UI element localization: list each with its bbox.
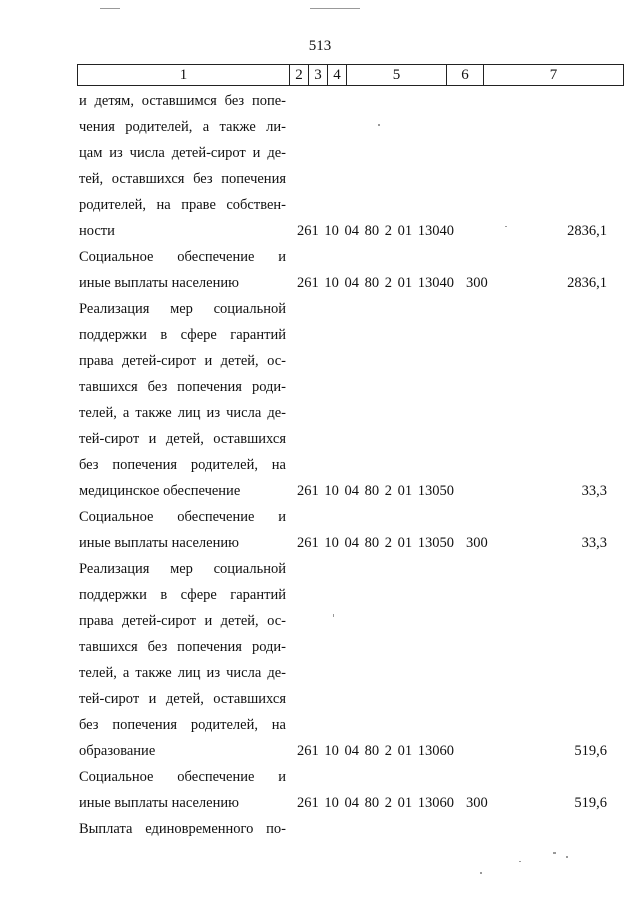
row-description: без попечения родителей, на [79, 717, 286, 733]
scan-speck [553, 852, 556, 854]
table-row [0, 322, 640, 348]
row-description: Социальное обеспечение и [79, 249, 286, 265]
row-description: цам из числа детей-сирот и де- [79, 145, 286, 161]
column-header-2: 2 [290, 65, 309, 86]
table-row [0, 192, 640, 218]
table-row [0, 166, 640, 192]
table-row [0, 478, 640, 504]
table-row [0, 348, 640, 374]
column-header-6: 6 [447, 65, 484, 86]
row-description: без попечения родителей, на [79, 457, 286, 473]
row-description: тей, оставшихся без попечения [79, 171, 286, 187]
table-row [0, 114, 640, 140]
row-budget-code: 261 10 04 80 2 01 13060 [297, 795, 454, 811]
row-description: чения родителей, а также ли- [79, 119, 286, 135]
row-description: Реализация мер социальной [79, 301, 286, 317]
row-amount: 33,3 [581, 535, 607, 551]
row-description: тей-сирот и детей, оставшихся [79, 691, 286, 707]
scan-speck [378, 124, 380, 126]
row-description: Выплата единовременного по- [79, 821, 286, 837]
row-description: образование [79, 743, 156, 759]
scan-speck [100, 8, 120, 9]
row-amount: 2836,1 [567, 275, 607, 291]
table-row [0, 764, 640, 790]
row-description: ности [79, 223, 115, 239]
table-row [0, 270, 640, 296]
row-description: и детям, оставшимся без попе- [79, 93, 286, 109]
table-row [0, 244, 640, 270]
column-header-5: 5 [347, 65, 447, 86]
row-description: иные выплаты населению [79, 275, 239, 291]
table-row [0, 634, 640, 660]
row-description: права детей-сирот и детей, ос- [79, 613, 286, 629]
column-header-table [77, 64, 624, 86]
table-row [0, 790, 640, 816]
row-description: телей, а также лиц из числа де- [79, 405, 286, 421]
row-description: тавшихся без попечения роди- [79, 639, 286, 655]
table-row [0, 426, 640, 452]
column-header-7: 7 [484, 65, 624, 86]
scan-speck [519, 861, 521, 862]
row-description: медицинское обеспечение [79, 483, 241, 499]
row-expense-type: 300 [466, 535, 488, 551]
table-row [0, 452, 640, 478]
page-number: 513 [308, 38, 332, 54]
row-amount: 2836,1 [567, 223, 607, 239]
table-row [0, 556, 640, 582]
row-description: тей-сирот и детей, оставшихся [79, 431, 286, 447]
scan-speck [480, 872, 482, 874]
row-description: Социальное обеспечение и [79, 509, 286, 525]
table-row [0, 400, 640, 426]
table-row [0, 530, 640, 556]
budget-rows [0, 88, 640, 842]
row-description: телей, а также лиц из числа де- [79, 665, 286, 681]
row-description: Социальное обеспечение и [79, 769, 286, 785]
column-header-row [78, 65, 624, 86]
table-row [0, 504, 640, 530]
table-row [0, 738, 640, 764]
row-description: родителей, на праве собствен- [79, 197, 286, 213]
row-description: Реализация мер социальной [79, 561, 286, 577]
table-row [0, 88, 640, 114]
table-row [0, 296, 640, 322]
row-description: права детей-сирот и детей, ос- [79, 353, 286, 369]
row-description: поддержки в сфере гарантий [79, 587, 286, 603]
column-header-1: 1 [78, 65, 290, 86]
scan-speck [333, 614, 334, 617]
row-description: иные выплаты населению [79, 795, 239, 811]
column-header-3: 3 [309, 65, 328, 86]
table-row [0, 660, 640, 686]
scan-speck [310, 8, 360, 9]
scan-speck [505, 226, 507, 227]
table-row [0, 582, 640, 608]
row-expense-type: 300 [466, 275, 488, 291]
table-row [0, 816, 640, 842]
table-row [0, 712, 640, 738]
row-budget-code: 261 10 04 80 2 01 13050 [297, 535, 454, 551]
row-description: иные выплаты населению [79, 535, 239, 551]
table-row [0, 218, 640, 244]
row-amount: 519,6 [574, 795, 607, 811]
row-budget-code: 261 10 04 80 2 01 13060 [297, 743, 454, 759]
scan-speck [566, 856, 568, 858]
row-amount: 33,3 [581, 483, 607, 499]
row-budget-code: 261 10 04 80 2 01 13040 [297, 275, 454, 291]
row-expense-type: 300 [466, 795, 488, 811]
row-budget-code: 261 10 04 80 2 01 13050 [297, 483, 454, 499]
table-row [0, 374, 640, 400]
table-row [0, 608, 640, 634]
row-amount: 519,6 [574, 743, 607, 759]
row-description: тавшихся без попечения роди- [79, 379, 286, 395]
table-row [0, 140, 640, 166]
column-header-4: 4 [328, 65, 347, 86]
row-description: поддержки в сфере гарантий [79, 327, 286, 343]
row-budget-code: 261 10 04 80 2 01 13040 [297, 223, 454, 239]
table-row [0, 686, 640, 712]
